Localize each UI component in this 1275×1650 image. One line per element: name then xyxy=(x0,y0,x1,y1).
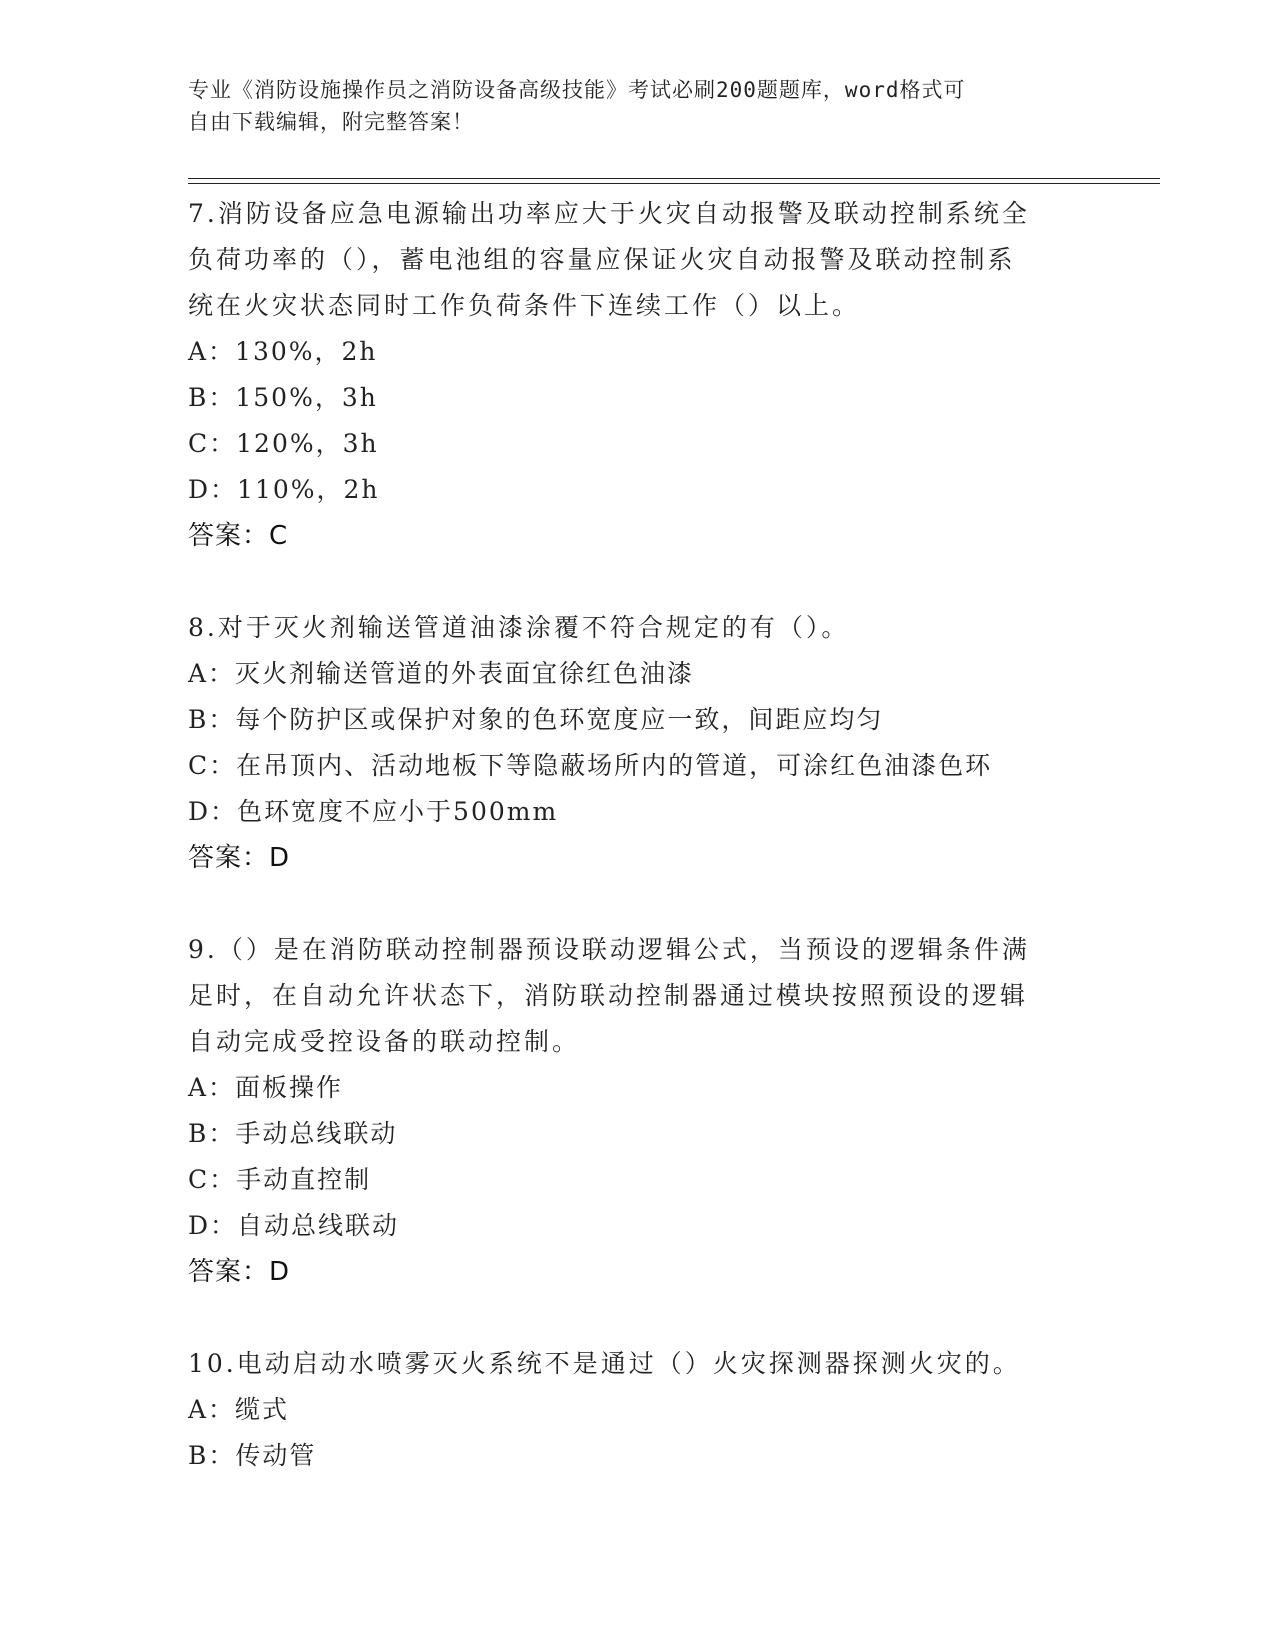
option-b: B：150%，3h xyxy=(188,383,378,412)
question-8 xyxy=(188,605,1068,881)
header-divider-top xyxy=(188,178,1160,179)
header-line-1: 专业《消防设施操作员之消防设备高级技能》考试必刷200题题库，word格式可 xyxy=(188,78,966,102)
question-stem-line: 10.电动启动水喷雾灭火系统不是通过（）火灾探测器探测火灾的。 xyxy=(188,1349,1021,1378)
question-stem-line: 9.（）是在消防联动控制器预设联动逻辑公式，当预设的逻辑条件满 xyxy=(188,935,1030,964)
question-spacer xyxy=(188,1295,1068,1341)
question-stem-line: 8.对于灭火剂输送管道油漆涂覆不符合规定的有（）。 xyxy=(188,613,850,642)
header-divider-bottom xyxy=(188,183,1160,184)
option-b: B：每个防护区或保护对象的色环宽度应一致，间距应均匀 xyxy=(188,705,884,734)
question-stem-line: 自动完成受控设备的联动控制。 xyxy=(188,1027,581,1056)
question-spacer xyxy=(188,881,1068,927)
answer-line: 答案：D xyxy=(188,843,291,873)
option-c: C：120%，3h xyxy=(188,429,379,458)
option-d: D：自动总线联动 xyxy=(188,1211,400,1240)
question-stem-line: 统在火灾状态同时工作负荷条件下连续工作（）以上。 xyxy=(188,291,861,320)
answer-line: 答案：C xyxy=(188,521,289,551)
question-spacer xyxy=(188,559,1068,605)
option-d: D：110%，2h xyxy=(188,475,380,504)
document-header xyxy=(188,74,1088,138)
question-stem-line: 足时，在自动允许状态下，消防联动控制器通过模块按照预设的逻辑 xyxy=(188,981,1029,1010)
question-9 xyxy=(188,927,1068,1295)
answer-line: 答案：D xyxy=(188,1257,291,1287)
option-a: A：灭火剂输送管道的外表面宜徐红色油漆 xyxy=(188,659,695,688)
option-a: A：面板操作 xyxy=(188,1073,344,1102)
option-c: C：手动直控制 xyxy=(188,1165,372,1194)
question-10 xyxy=(188,1341,1068,1479)
question-7 xyxy=(188,191,1068,559)
option-b: B：传动管 xyxy=(188,1441,317,1470)
question-list xyxy=(188,191,1068,1479)
option-a: A：缆式 xyxy=(188,1395,290,1424)
header-line-2: 自由下载编辑，附完整答案！ xyxy=(188,110,474,134)
option-b: B：手动总线联动 xyxy=(188,1119,398,1148)
question-stem-line: 负荷功率的（），蓄电池组的容量应保证火灾自动报警及联动控制系 xyxy=(188,245,1016,274)
option-d: D：色环宽度不应小于500mm xyxy=(188,797,559,826)
option-a: A：130%，2h xyxy=(188,337,378,366)
option-c: C：在吊顶内、活动地板下等隐蔽场所内的管道，可涂红色油漆色环 xyxy=(188,751,993,780)
question-stem-line: 7.消防设备应急电源输出功率应大于火灾自动报警及联动控制系统全 xyxy=(188,199,1030,228)
